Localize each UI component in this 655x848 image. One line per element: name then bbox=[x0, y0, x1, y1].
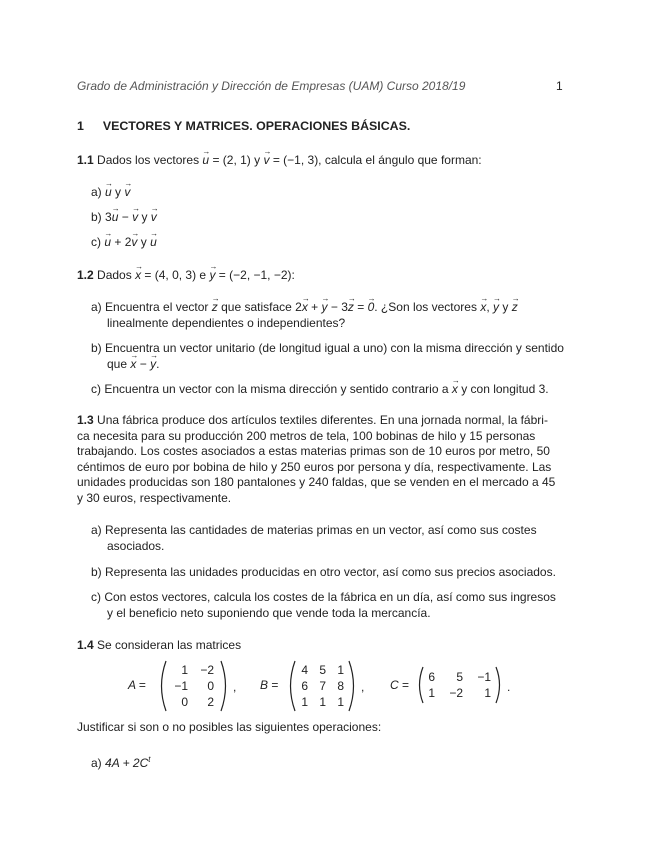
document-page: Grado de Administración y Dirección de Empresas (UAM) Curso 2018/19 1 1 VECTORES Y MATRICES. OPERACIONES BÁSICAS. 1.1 Dados los vectores u → = (2, 1) y v → = (−1, 3), calcula el ángulo que forman: a) u → y v → b) 3u → − v → y v → c) u → + 2v → y u → 1.2 Dados x → = (4, 0, 3) e y → = (−2, −1, −2): a) Encuentra el vector z → que satisface 2x → + y → − 3z → = 0 →. ¿Son los vectores x →, y → y z → linealmente dependientes o independientes? b) Encuentra un vector unitario (de longitud igual a uno) con la misma dirección y sentido que x → − y →. c) Encuentra un vector con la misma dirección y sentido contrario a x → y con longitud 3. 1.3 Una fábrica produce dos artículos textiles diferentes. En una jornada normal, la fábri- ca necesita para su producción 200 metros de tela, 100 bobinas de hilo y 15 personas trabajando. Los costes asociados a estas materias primas son de 10 euros por metro, 50 céntimos de euro por bobina de hilo y 250 euros por persona y día, respectivamente. Las unidades producidas son 180 pantalones y 240 faldas, que se venden en el mercado a 45 y 30 euros, respectivamente. a) Representa las cantidades de materias primas en un vector, así como sus costes asociados. b) Representa las unidades producidas en otro vector, así como sus precios asociados. c) Con estos vectores, calcula los costes de la fábrica en un día, así como sus ingresos y el beneficio neto suponiendo que vende toda la mercancía. 1.4 Se consideran las matrices A = 1 −2 −1 0 0 2 , B = 4 5 1 6 7 8 1 1 1 , C = 6 5 −1 1 −2 1 . Justificar si son o no posibles las siguientes operaciones: a) $4A + 2C^t$ bbox=[0, 0, 655, 848]
exercise-1-3-statement: 1.3 Una fábrica produce dos artículos textiles diferentes. En una jornada normal, la fábri- ca necesita para su producción 200 metros de tela, 100 bobinas de hilo y 15 personas trabajando. Los costes asociados a estas materias primas son de 10 euros por metro, 50 céntimos de euro por bobina de hilo y 250 euros por persona y día, respectivamente. Las unidades producidas son 180 pantalones y 240 faldas, que se venden en el mercado a 45 y 30 euros, respectivamente. bbox=[77, 413, 556, 505]
running-header: Grado de Administración y Dirección de Empresas (UAM) Curso 2018/19 bbox=[77, 79, 466, 93]
matrix-a-label: A = bbox=[128, 678, 146, 692]
list-item: b) Representa las unidades producidas en otro vector, así como sus precios asociados. bbox=[91, 565, 556, 579]
list-item: a) Encuentra el vector z → que satisface 2x → + y → − 3z → = 0 →. ¿Son los vectores x →, y → y z → bbox=[91, 300, 518, 316]
left-paren bbox=[155, 660, 169, 712]
right-paren bbox=[218, 660, 232, 712]
matrix-c-label: C = bbox=[390, 678, 410, 692]
matrix-c: 6 5 −1 1 −2 1 bbox=[428, 670, 491, 700]
vector-v: v → bbox=[263, 153, 269, 169]
matrix-a: 1 −2 −1 0 0 2 bbox=[174, 663, 214, 709]
list-item: c) Encuentra un vector con la misma dirección y sentido contrario a x → y con longitud 3. bbox=[91, 382, 549, 398]
section-number: 1 bbox=[77, 119, 84, 133]
list-item: c) Con estos vectores, calcula los costes de la fábrica en un día, así como sus ingresos bbox=[91, 590, 556, 604]
list-item: a) u → y v → bbox=[91, 185, 130, 201]
matrix-b: 4 5 1 6 7 8 1 1 1 bbox=[301, 663, 344, 709]
list-item: a) Representa las cantidades de materias primas en un vector, así como sus costes bbox=[91, 523, 537, 537]
list-item: c) u → + 2v → y u → bbox=[91, 235, 157, 251]
exercise-number: 1.1 bbox=[77, 153, 94, 167]
right-paren bbox=[493, 666, 505, 704]
exercise-1-2-statement: 1.2 Dados x → = (4, 0, 3) e y → = (−2, −1, −2): bbox=[77, 268, 295, 284]
list-item-continuation: y el beneficio neto suponiendo que vende toda la mercancía. bbox=[107, 606, 431, 620]
list-item: b) 3u → − v → y v → bbox=[91, 210, 157, 226]
vector-u: u → bbox=[202, 153, 209, 169]
exercise-1-1-statement: 1.1 Dados los vectores u → = (2, 1) y v → = (−1, 3), calcula el ángulo que forman: bbox=[77, 153, 482, 169]
matrix-b-label: B = bbox=[260, 678, 279, 692]
list-item-continuation: que x → − y →. bbox=[107, 357, 159, 373]
justify-instruction: Justificar si son o no posibles las siguientes operaciones: bbox=[77, 720, 382, 734]
list-item: b) Encuentra un vector unitario (de longitud igual a uno) con la misma dirección y sentido bbox=[91, 341, 564, 355]
right-paren bbox=[346, 660, 360, 712]
page-number: 1 bbox=[556, 79, 563, 93]
section-heading bbox=[77, 119, 410, 133]
list-item: a) $4A + 2C^t$ bbox=[91, 755, 151, 770]
exercise-1-4-statement: 1.4 Se consideran las matrices bbox=[77, 638, 242, 652]
list-item-continuation: asociados. bbox=[107, 539, 165, 553]
list-item-continuation: linealmente dependientes o independientes? bbox=[107, 316, 346, 330]
section-title: VECTORES Y MATRICES. OPERACIONES BÁSICAS. bbox=[102, 119, 411, 133]
